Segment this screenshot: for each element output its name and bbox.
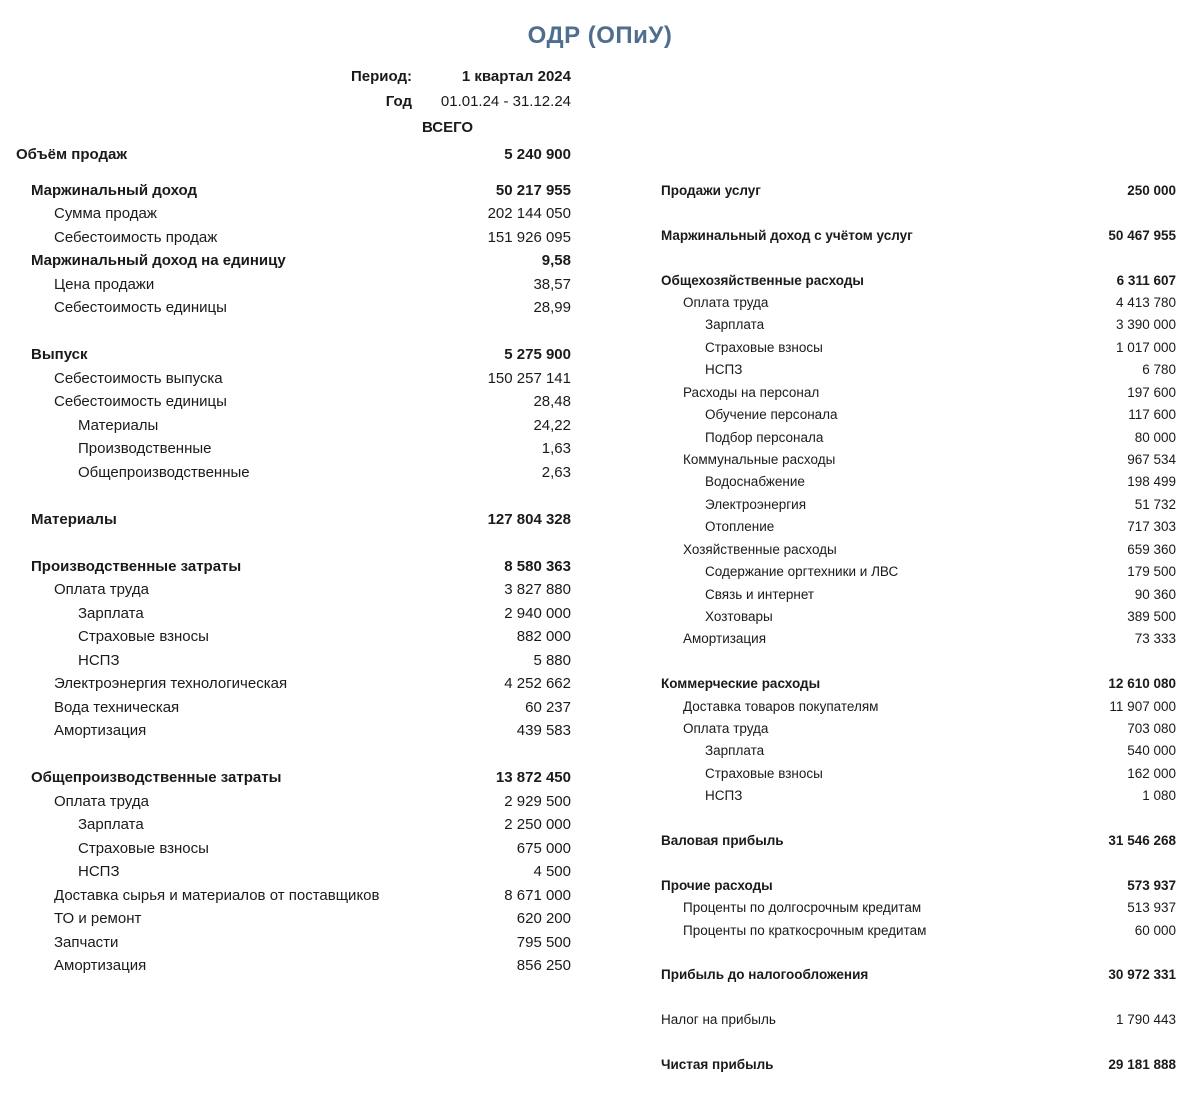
row-label: Себестоимость единицы: [54, 299, 227, 316]
row-label: Себестоимость продаж: [54, 229, 218, 246]
row-value: 150 257 141: [487, 370, 571, 387]
row-label: НСПЗ: [78, 652, 120, 669]
report-row: [16, 438, 571, 460]
report-row: [16, 579, 571, 601]
report-row: [16, 391, 571, 413]
row-value: 127 804 328: [487, 511, 571, 528]
row-value: 2,63: [541, 464, 571, 481]
report-row: [661, 740, 1176, 762]
period-value: 1 квартал 2024: [461, 68, 571, 85]
row-value: 4 500: [533, 863, 571, 880]
row-label: Проценты по краткосрочным кредитам: [683, 923, 927, 938]
report-row: [16, 203, 571, 225]
report-row: [661, 718, 1176, 740]
row-value: 151 926 095: [487, 229, 571, 246]
row-label: Связь и интернет: [705, 587, 815, 602]
row-label: Чистая прибыль: [661, 1057, 774, 1072]
row-value: 11 907 000: [1109, 699, 1176, 714]
row-label: Налог на прибыль: [661, 1012, 776, 1027]
row-value: 80 000: [1134, 430, 1176, 445]
row-value: 50 217 955: [495, 182, 571, 199]
report-row: [16, 955, 571, 977]
report-row: [661, 404, 1176, 426]
row-value: 24,22: [533, 417, 571, 434]
row-label: Обучение персонала: [705, 407, 838, 422]
row-label: Коммерческие расходы: [661, 676, 821, 691]
row-value: 30 972 331: [1108, 967, 1176, 982]
row-value: 389 500: [1127, 609, 1176, 624]
row-label: Страховые взносы: [78, 840, 209, 857]
report-row: [661, 449, 1176, 471]
row-label: ТО и ремонт: [54, 910, 142, 927]
report-row: [16, 274, 571, 296]
report-row: [661, 875, 1176, 897]
report-row: [661, 584, 1176, 606]
row-value: 513 937: [1127, 900, 1176, 915]
row-label: Материалы: [78, 417, 159, 434]
row-label: Амортизация: [683, 631, 767, 646]
report-row: [661, 494, 1176, 516]
row-label: Проценты по долгосрочным кредитам: [683, 900, 922, 915]
row-value: 51 732: [1134, 497, 1176, 512]
row-value: 439 583: [516, 722, 571, 739]
row-label: Общехозяйственные расходы: [661, 273, 864, 288]
row-label: Производственные: [78, 440, 212, 457]
row-value: 8 580 363: [504, 558, 571, 575]
row-label: НСПЗ: [78, 863, 120, 880]
report-row: [661, 225, 1176, 247]
row-value: 13 872 450: [495, 769, 571, 786]
row-label: Страховые взносы: [705, 340, 823, 355]
report-row: [661, 427, 1176, 449]
row-label: Отопление: [705, 519, 775, 534]
report-row: [16, 697, 571, 719]
report-title: ОДР (ОПиУ): [527, 22, 673, 49]
row-value: 703 080: [1127, 721, 1176, 736]
report-row: [16, 814, 571, 836]
row-label: НСПЗ: [705, 788, 743, 803]
row-value: 179 500: [1127, 564, 1176, 579]
row-value: 28,99: [533, 299, 571, 316]
row-label: Запчасти: [54, 934, 119, 951]
row-label: Оплата труда: [54, 581, 149, 598]
row-label: Маржинальный доход с учётом услуг: [661, 228, 913, 243]
report-row: [16, 885, 571, 907]
report-row: [661, 314, 1176, 336]
row-value: 4 413 780: [1115, 295, 1176, 310]
row-label: Зарплата: [705, 317, 765, 332]
report-row: [661, 696, 1176, 718]
row-value: 90 360: [1134, 587, 1176, 602]
report-row: [16, 297, 571, 319]
report-row: [16, 144, 571, 166]
row-value: 717 303: [1127, 519, 1176, 534]
report-row: [661, 471, 1176, 493]
row-value: 6 780: [1142, 362, 1176, 377]
row-label: Оплата труда: [683, 721, 769, 736]
report-row: [16, 250, 571, 272]
row-value: 1 080: [1142, 788, 1176, 803]
row-label: Материалы: [31, 511, 117, 528]
row-label: Доставка сырья и материалов от поставщиков: [54, 887, 380, 904]
row-value: 198 499: [1127, 474, 1176, 489]
row-value: 3 827 880: [504, 581, 571, 598]
row-value: 6 311 607: [1116, 273, 1176, 288]
report-row: [661, 382, 1176, 404]
report-row: [16, 368, 571, 390]
report-row: [661, 830, 1176, 852]
row-value: 8 671 000: [504, 887, 571, 904]
row-label: Маржинальный доход на единицу: [31, 252, 286, 269]
row-value: 2 929 500: [504, 793, 571, 810]
row-label: Хозтовары: [705, 609, 773, 624]
report-row: [16, 791, 571, 813]
year-label: Год: [385, 93, 412, 110]
report-row: [661, 270, 1176, 292]
row-label: Оплата труда: [54, 793, 149, 810]
row-value: 250 000: [1127, 183, 1176, 198]
row-label: Страховые взносы: [78, 628, 209, 645]
row-value: 38,57: [533, 276, 571, 293]
row-value: 60 237: [525, 699, 571, 716]
report-row: [661, 964, 1176, 986]
row-label: Прочие расходы: [661, 878, 773, 893]
row-value: 540 000: [1127, 743, 1176, 758]
report-row: [661, 673, 1176, 695]
report-row: [661, 539, 1176, 561]
report-row: [16, 509, 571, 531]
row-label: НСПЗ: [705, 362, 743, 377]
row-value: 2 250 000: [504, 816, 571, 833]
row-value: 162 000: [1127, 766, 1176, 781]
row-value: 5 880: [533, 652, 571, 669]
row-value: 29 181 888: [1108, 1057, 1176, 1072]
report-row: [16, 227, 571, 249]
row-value: 1 790 443: [1115, 1012, 1176, 1027]
report-row: [661, 763, 1176, 785]
row-value: 5 240 900: [504, 146, 571, 163]
row-label: Себестоимость единицы: [54, 393, 227, 410]
row-value: 967 534: [1127, 452, 1176, 467]
report-row: [661, 785, 1176, 807]
report-row: [16, 908, 571, 930]
row-value: 9,58: [541, 252, 571, 269]
row-value: 50 467 955: [1108, 228, 1176, 243]
row-label: Общепроизводственные: [78, 464, 250, 481]
row-value: 2 940 000: [504, 605, 571, 622]
report-row: [16, 838, 571, 860]
row-label: Коммунальные расходы: [683, 452, 836, 467]
row-label: Электроэнергия: [705, 497, 807, 512]
row-label: Хозяйственные расходы: [683, 542, 837, 557]
report-row: [16, 720, 571, 742]
report-row: [16, 650, 571, 672]
row-value: 1,63: [541, 440, 571, 457]
report-row: [16, 603, 571, 625]
report-row: [661, 292, 1176, 314]
row-label: Содержание оргтехники и ЛВС: [705, 564, 899, 579]
report-row: [16, 415, 571, 437]
row-value: 60 000: [1134, 923, 1176, 938]
row-label: Сумма продаж: [54, 205, 157, 222]
total-column-header: ВСЕГО: [422, 119, 474, 136]
row-value: 4 252 662: [504, 675, 571, 692]
row-value: 202 144 050: [487, 205, 571, 222]
row-value: 197 600: [1127, 385, 1176, 400]
row-label: Расходы на персонал: [683, 385, 820, 400]
row-label: Зарплата: [78, 816, 144, 833]
row-label: Электроэнергия технологическая: [54, 675, 288, 692]
report-row: [16, 673, 571, 695]
row-value: 28,48: [533, 393, 571, 410]
row-label: Производственные затраты: [31, 558, 242, 575]
report-row: [661, 897, 1176, 919]
row-value: 856 250: [516, 957, 571, 974]
year-value: 01.01.24 - 31.12.24: [440, 93, 571, 110]
row-label: Водоснабжение: [705, 474, 805, 489]
row-label: Цена продажи: [54, 276, 155, 293]
row-label: Валовая прибыль: [661, 833, 784, 848]
row-value: 795 500: [516, 934, 571, 951]
row-label: Продажи услуг: [661, 183, 761, 198]
row-label: Выпуск: [31, 346, 88, 363]
row-label: Страховые взносы: [705, 766, 823, 781]
report-row: [661, 516, 1176, 538]
report-row: [16, 932, 571, 954]
row-value: 1 017 000: [1115, 340, 1176, 355]
report-row: [661, 920, 1176, 942]
row-label: Вода техническая: [54, 699, 180, 716]
row-value: 12 610 080: [1108, 676, 1176, 691]
report-row: [16, 767, 571, 789]
report-row: [16, 462, 571, 484]
report-row: [661, 561, 1176, 583]
period-label: Период:: [351, 68, 412, 85]
row-label: Общепроизводственные затраты: [31, 769, 282, 786]
row-value: 117 600: [1128, 407, 1176, 422]
row-value: 620 200: [516, 910, 571, 927]
report-row: [661, 359, 1176, 381]
report-row: [661, 180, 1176, 202]
report-row: [661, 1054, 1176, 1076]
row-label: Маржинальный доход: [31, 182, 198, 199]
report-row: [661, 628, 1176, 650]
report-row: [16, 180, 571, 202]
row-value: 3 390 000: [1115, 317, 1176, 332]
report-row: [16, 626, 571, 648]
row-value: 882 000: [516, 628, 571, 645]
report-row: [16, 861, 571, 883]
row-value: 73 333: [1134, 631, 1176, 646]
report-row: [661, 606, 1176, 628]
row-label: Себестоимость выпуска: [54, 370, 223, 387]
report-row: [16, 556, 571, 578]
report-row: [661, 1009, 1176, 1031]
row-value: 5 275 900: [504, 346, 571, 363]
row-label: Амортизация: [54, 722, 147, 739]
report-row: [16, 344, 571, 366]
row-label: Оплата труда: [683, 295, 769, 310]
row-label: Прибыль до налогообложения: [661, 967, 869, 982]
row-value: 31 546 268: [1108, 833, 1176, 848]
row-value: 659 360: [1127, 542, 1176, 557]
row-value: 573 937: [1127, 878, 1176, 893]
row-label: Подбор персонала: [705, 430, 824, 445]
row-label: Объём продаж: [16, 146, 127, 163]
row-label: Зарплата: [78, 605, 144, 622]
row-label: Зарплата: [705, 743, 765, 758]
row-label: Доставка товаров покупателям: [683, 699, 879, 714]
row-value: 675 000: [516, 840, 571, 857]
row-label: Амортизация: [54, 957, 147, 974]
report-row: [661, 337, 1176, 359]
